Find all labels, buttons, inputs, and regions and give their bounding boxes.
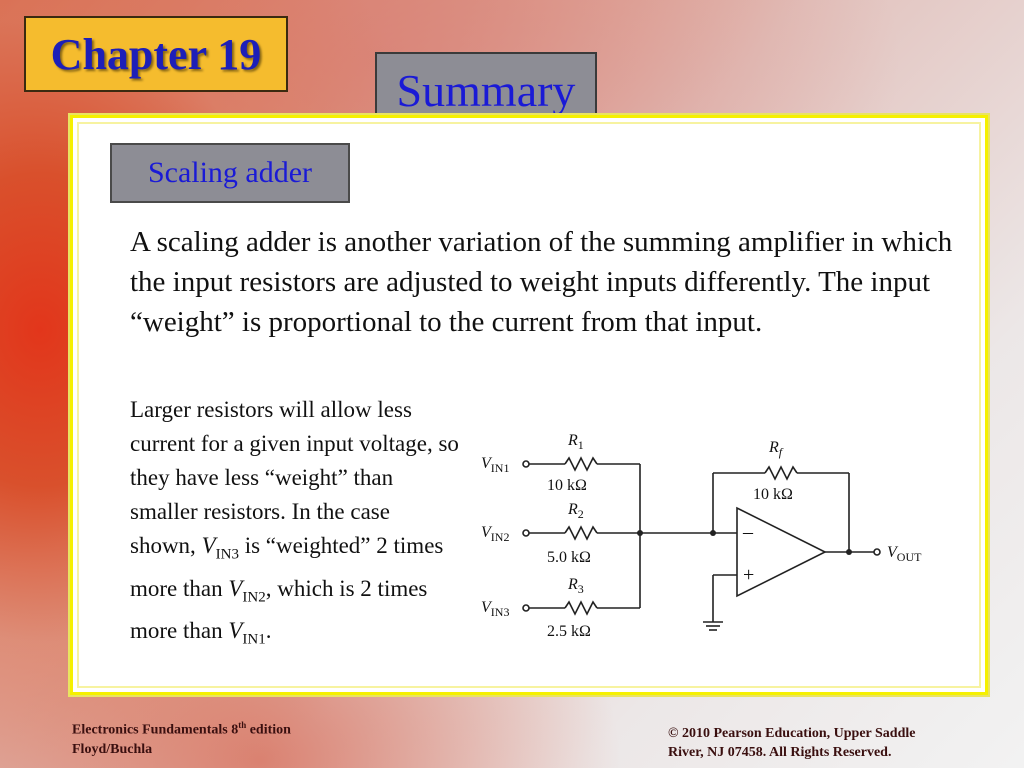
vout-label: V [887,544,897,561]
r3-sub: 3 [577,582,584,596]
minus-sign: – [743,521,753,543]
vout-terminal [874,549,880,555]
svg-text:R3 [567,576,584,596]
chapter-title-box [24,16,288,92]
r1-label: R [568,432,578,449]
side-paragraph [130,393,460,657]
side-text-2: is “weighted” 2 times more than [130,533,444,601]
subtitle: Scaling adder [147,156,313,189]
svg-text:Rf [768,439,784,459]
copyright-line-2: River, NJ 07458. All Rights Reserved. [668,745,892,760]
vin1-sub: IN1 [490,461,510,475]
vin1-label: V [481,455,491,472]
rf-label: R [769,439,779,456]
svg-text:VIN3 [481,599,509,619]
rf-value: 10 kΩ [753,486,793,503]
vin2-label: V [481,524,491,541]
side-text-1: Larger resistors will allow less current for a given input voltage, so they have less “weight” than smaller resistors. In the case shown, [130,397,459,558]
vin3-terminal [523,605,529,611]
r1-sub: 1 [577,438,584,452]
rf-sub: f [778,445,783,459]
book-credit [72,716,291,759]
vout-sub: OUT [896,550,922,564]
scaling-adder-circuit [465,420,945,640]
r1-value: 10 kΩ [547,477,587,494]
rf-resistor [765,467,797,479]
side-text-4: . [265,618,272,644]
side-text-3: , which is 2 times more than [130,575,428,644]
side-v2-sub: IN2 [242,589,266,606]
r2-value: 5.0 kΩ [547,549,591,566]
vin1-terminal [523,461,529,467]
book-title: Electronics Fundamentals 8 [72,722,239,738]
r1-resistor [565,458,597,470]
copyright [668,724,915,762]
svg-text:VIN2 [481,524,509,544]
vin3-label: V [481,599,491,616]
svg-text:VIN1 [481,455,509,475]
side-v1-sub: IN3 [215,546,239,563]
book-title-tail: edition [246,722,291,738]
side-v3-sub: IN1 [242,631,266,648]
side-v2: V [228,575,243,601]
vin2-sub: IN2 [490,530,510,544]
subtitle-box [110,143,350,203]
svg-text:R1 [567,432,584,452]
plus-sign: + [743,564,755,586]
r2-sub: 2 [577,507,584,521]
slide-title: Summary [396,64,576,116]
r3-resistor [565,602,597,614]
copyright-line-1: © 2010 Pearson Education, Upper Saddle [668,726,916,741]
r3-label: R [568,576,578,593]
book-edition-sup: th [238,720,247,730]
chapter-title: Chapter 19 [50,29,262,79]
intro-paragraph: A scaling adder is another variation of the summing amplifier in which the input resistors are adjusted to weight inputs differently. The input “weight” is proportional to the current from that input. [130,226,953,338]
r3-value: 2.5 kΩ [547,623,591,640]
side-v1: V [201,533,216,558]
side-v3: V [228,618,243,644]
svg-text:VOUT [887,544,922,564]
r2-label: R [568,501,578,518]
svg-text:R2 [567,501,584,521]
vin3-sub: IN3 [490,605,510,619]
r2-resistor [565,527,597,539]
vin2-terminal [523,530,529,536]
book-authors: Floyd/Buchla [72,741,153,757]
